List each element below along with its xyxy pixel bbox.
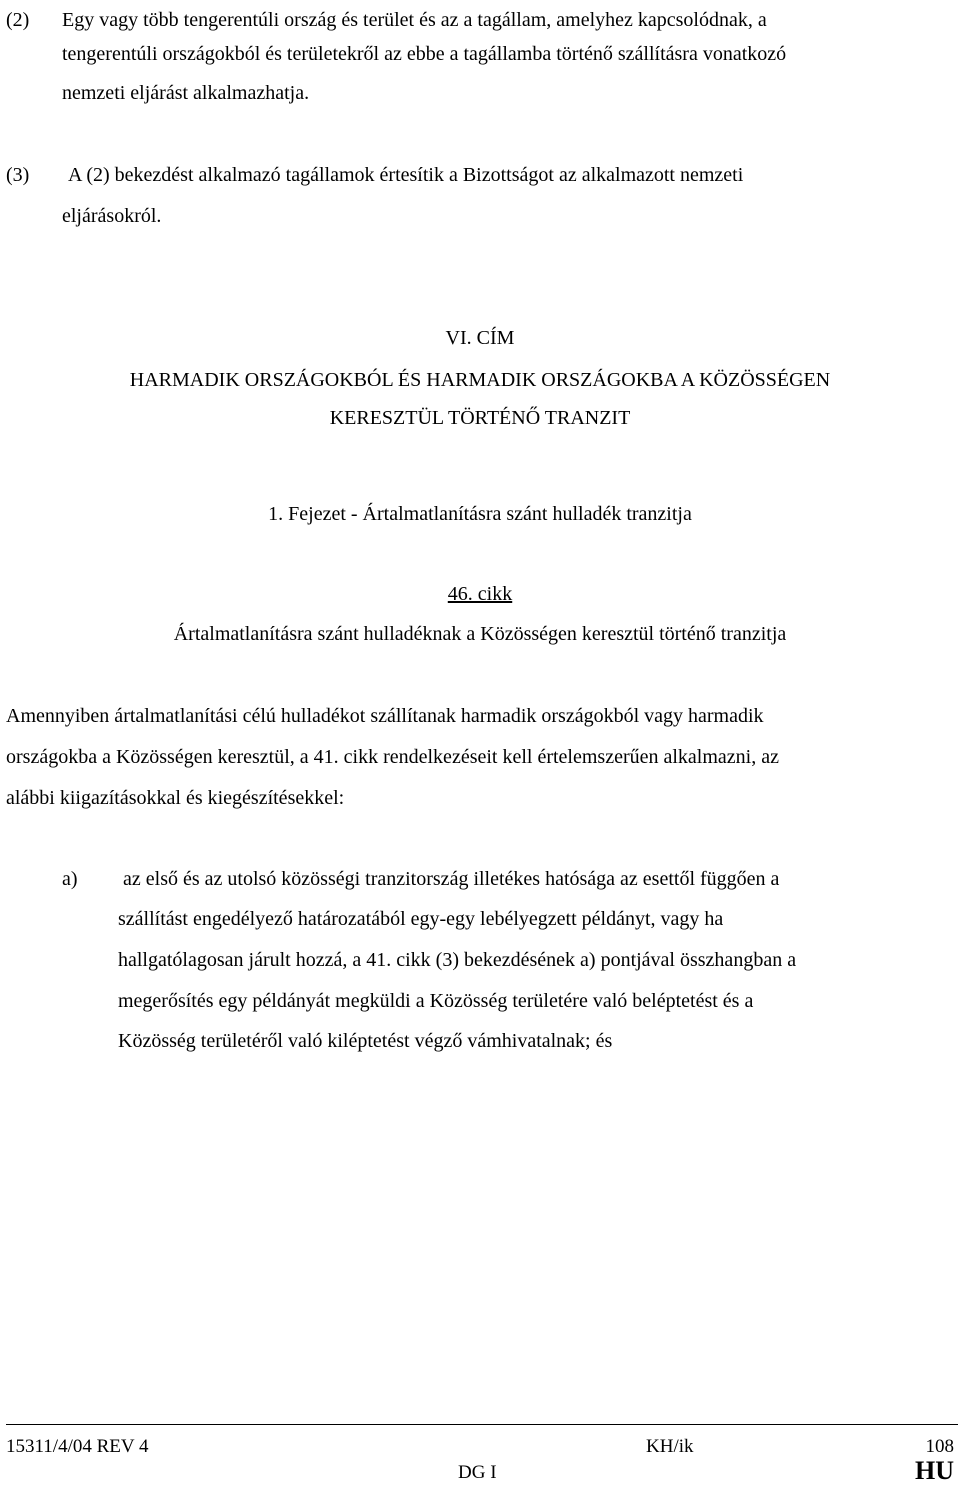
item-line: megerősítés egy példányát megküldi a Közösség területére való beléptetést és a	[118, 990, 754, 1012]
paragraph-number: (2)	[6, 9, 30, 31]
document-reference: 15311/4/04 REV 4	[6, 1436, 149, 1457]
paragraph-line: Egy vagy több tengerentúli ország és terület és az a tagállam, amelyhez kapcsolódnak, a	[62, 9, 767, 31]
article-title: Ártalmatlanításra szánt hulladéknak a Közösségen keresztül történő tranzitja	[173, 623, 787, 645]
paragraph-number: (3)	[6, 164, 30, 186]
language-code: HU	[915, 1456, 954, 1485]
item-line: az első és az utolsó közösségi tranzitország illetékes hatósága az esettől függően a	[123, 868, 780, 890]
item-line: szállítást engedélyező határozatából egy-egy lebélyegzett példányt, vagy ha	[118, 908, 724, 930]
item-line: Közösség területéről való kiléptetést végző vámhivatalnak; és	[118, 1030, 613, 1052]
author-initials: KH/ik	[646, 1436, 694, 1457]
paragraph-line: A (2) bekezdést alkalmazó tagállamok értesítik a Bizottságot az alkalmazott nemzeti	[68, 164, 744, 186]
item-line: hallgatólagosan járult hozzá, a 41. cikk (3) bekezdésének a) pontjával összhangban a	[118, 949, 797, 971]
body-line: alábbi kiigazításokkal és kiegészítésekkel:	[6, 787, 345, 809]
directorate: DG I	[458, 1462, 497, 1483]
paragraph-line: nemzeti eljárást alkalmazhatja.	[62, 82, 310, 104]
article-number: 46. cikk	[447, 583, 513, 605]
body-line: Amennyiben ártalmatlanítási célú hulladékot szállítanak harmadik országokból vagy harmadik	[6, 705, 764, 727]
title-line: HARMADIK ORSZÁGOKBÓL ÉS HARMADIK ORSZÁGOKBA A KÖZÖSSÉGEN	[129, 369, 831, 391]
paragraph-line: tengerentúli országokból és területekről az ebbe a tagállamba történő szállításra vonatkozó	[62, 43, 787, 65]
title-number: VI. CÍM	[445, 327, 515, 349]
title-line: KERESZTÜL TÖRTÉNŐ TRANZIT	[329, 407, 631, 429]
chapter-heading: 1. Fejezet - Ártalmatlanításra szánt hulladék tranzitja	[268, 503, 692, 525]
page-number: 108	[925, 1436, 954, 1457]
body-line: országokba a Közösségen keresztül, a 41. cikk rendelkezéseit kell értelemszerűen alkalmazni, az	[6, 746, 779, 768]
item-label: a)	[62, 868, 78, 890]
article-number-wrap	[0, 574, 960, 614]
paragraph-line: eljárásokról.	[62, 205, 162, 227]
footer-divider	[6, 1424, 958, 1425]
